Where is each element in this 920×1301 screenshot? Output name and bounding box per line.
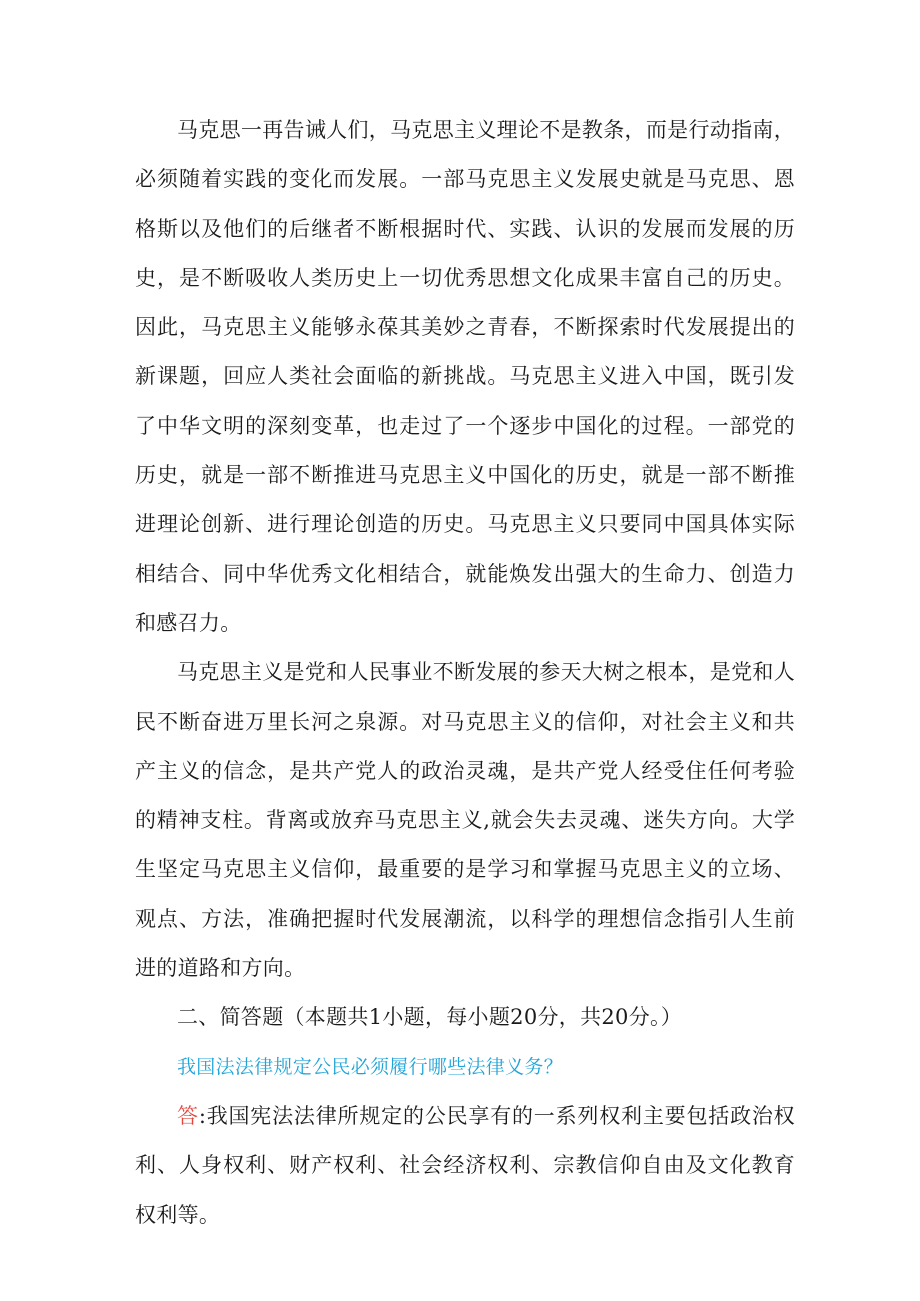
- question-text: 我国法法律规定公民必须履行哪些法律义务？: [177, 1055, 564, 1078]
- answer-text: :我国宪法法律所规定的公民享有的一系列权利主要包括政治权利、人身权利、财产权利、社会经济权利、宗教信仰自由及文化教育权利等。: [135, 1103, 795, 1227]
- paragraph-2: 马克思主义是党和人民事业不断发展的参天大树之根本，是党和人民不断奋进万里长河之泉源。对马克思主义的信仰，对社会主义和共产主义的信念，是共产党人的政治灵魂，是共产党人经受住任何考验的精神支柱。背离或放弃马克思主义,就会失去灵魂、迷失方向。大学生坚定马克思主义信仰，最重要的是学习和掌握马克思主义的立场、观点、方法，准确把握时代发展潮流，以科学的理想信念指引人生前进的道路和方向。: [135, 660, 795, 981]
- section-heading: 二、简答题（本题共1小题，每小题20分，共20分。）: [177, 1005, 683, 1030]
- answer-block: [135, 1092, 795, 1240]
- paragraph-1: 马克思一再告诫人们，马克思主义理论不是教条，而是行动指南，必须随着实践的变化而发展。一部马克思主义发展史就是马克思、恩格斯以及他们的后继者不断根据时代、实践、认识的发展而发展的历史，是不断吸收人类历史上一切优秀思想文化成果丰富自己的历史。因此，马克思主义能够永葆其美妙之青春，不断探索时代发展提出的新课题，回应人类社会面临的新挑战。马克思主义进入中国，既引发了中华文明的深刻变革，也走过了一个逐步中国化的过程。一部党的历史，就是一部不断推进马克思主义中国化的历史，就是一部不断推进理论创新、进行理论创造的历史。马克思主义只要同中国具体实际相结合、同中华优秀文化相结合，就能焕发出强大的生命力、创造力和感召力。: [135, 118, 795, 635]
- document-body: [135, 106, 795, 1240]
- answer-label: 答: [177, 1103, 199, 1128]
